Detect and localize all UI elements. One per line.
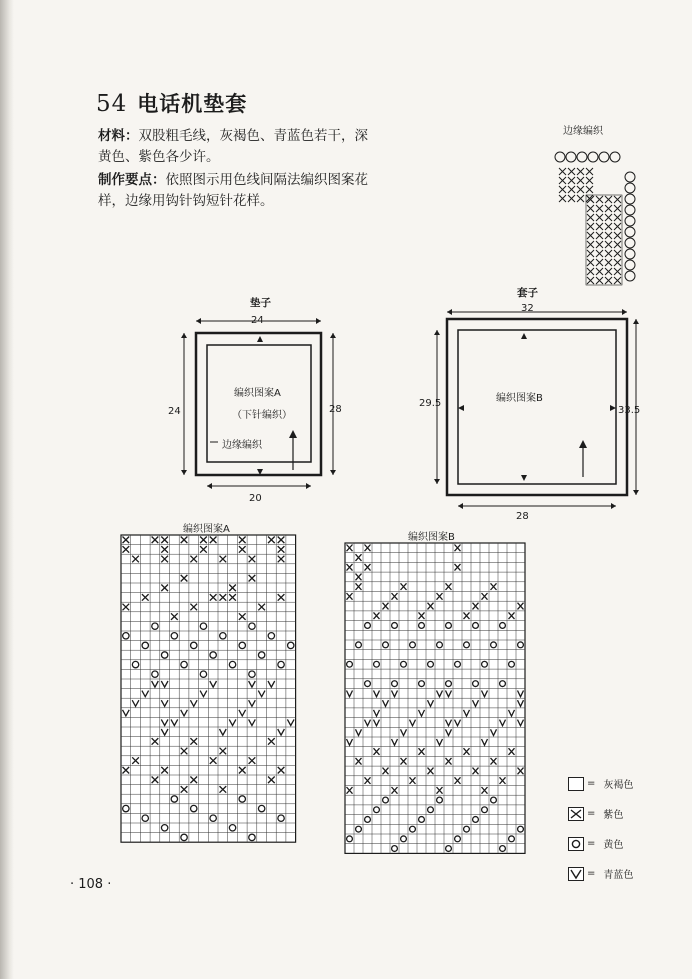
edge-stitch-x	[587, 223, 594, 230]
edge-stitch-x	[587, 277, 594, 284]
edge-chain-loop	[625, 249, 635, 259]
edge-sample-diagram	[555, 152, 635, 285]
edge-stitch-x	[605, 259, 612, 266]
chart-a-title: 编织图案A	[183, 524, 230, 535]
edge-stitch-x	[614, 241, 621, 248]
chart-b-grid	[345, 543, 525, 853]
mat-top-dimension: 24	[251, 315, 264, 326]
edge-stitch-x	[596, 268, 603, 275]
legend-x-glyph	[569, 808, 583, 820]
legend-equals: =	[587, 778, 596, 789]
mat-title: 垫子	[250, 297, 271, 309]
edge-chain-loop	[610, 152, 620, 162]
arrowhead	[434, 330, 440, 335]
legend-label: 黄色	[603, 840, 624, 851]
edge-stitch-x	[605, 232, 612, 239]
edge-stitch-x	[586, 177, 593, 184]
edge-arrow-right	[610, 405, 616, 411]
edge-chain-loop	[625, 194, 635, 204]
cover-top-dimension: 32	[521, 303, 534, 314]
legend-equals: =	[587, 808, 596, 819]
arrowhead	[330, 470, 336, 475]
arrowhead	[633, 319, 639, 324]
edge-stitch-x	[614, 214, 621, 221]
legend-label: 灰褐色	[603, 780, 634, 791]
edge-chain-loop	[599, 152, 609, 162]
edge-stitch-x	[587, 232, 594, 239]
edge-stitch-x	[559, 168, 566, 175]
edge-stitch-x	[605, 268, 612, 275]
mat-pattern-label: 编织图案A	[234, 388, 281, 399]
cover-outer-border	[447, 319, 627, 495]
legend-label: 紫色	[603, 810, 624, 821]
chart-a-grid	[121, 535, 296, 842]
arrowhead	[330, 333, 336, 338]
legend-equals: =	[587, 838, 596, 849]
glyph-v	[571, 870, 581, 878]
edge-stitch-x	[559, 177, 566, 184]
edge-arrow-top	[257, 336, 263, 342]
arrowhead	[447, 309, 452, 315]
edge-stitch-x	[568, 168, 575, 175]
arrowhead	[207, 483, 212, 489]
legend-equals: =	[587, 868, 596, 879]
edge-stitch-x	[605, 250, 612, 257]
page-number: · 108 ·	[70, 877, 112, 892]
legend-item-blue	[568, 866, 633, 881]
edge-chain-loop	[625, 238, 635, 248]
arrowhead	[306, 483, 311, 489]
edge-stitch-x	[587, 241, 594, 248]
method-label: 制作要点：	[98, 172, 166, 188]
chart-b-title: 编织图案B	[408, 532, 455, 543]
edge-stitch-x	[577, 195, 584, 202]
edge-chain-loop	[566, 152, 576, 162]
method-text: 依照图示用色线间隔法编织图案花样，边缘用钩针钩短针花样。	[98, 172, 368, 209]
arrowhead	[458, 503, 463, 509]
edge-stitch-x	[587, 214, 594, 221]
edge-stitch-x	[568, 186, 575, 193]
edge-stitch-x	[586, 186, 593, 193]
mat-bottom-dimension: 20	[249, 493, 262, 504]
cover-left-dimension: 29.5	[419, 398, 442, 409]
edge-swatch-grid	[586, 195, 622, 285]
edge-chain-loop	[625, 183, 635, 193]
mat-stitch-note: （下针编织）	[232, 410, 292, 421]
legend-item-yellow	[568, 836, 623, 851]
edge-stitch-x	[587, 250, 594, 257]
edge-stitch-x	[596, 241, 603, 248]
arrowhead	[611, 503, 616, 509]
edge-stitch-x	[605, 223, 612, 230]
arrowhead	[181, 470, 187, 475]
edge-arrow-top	[521, 333, 527, 339]
edge-stitch-x	[568, 177, 575, 184]
edge-stitch-x	[596, 277, 603, 284]
arrowhead	[316, 318, 321, 324]
edge-chain-loop	[625, 172, 635, 182]
materials-text: 双股粗毛线，灰褐色、青蓝色若干，深黄色、紫色各少许。	[98, 128, 368, 165]
mat-right-dimension: 28	[329, 404, 342, 415]
edge-stitch-x	[605, 205, 612, 212]
legend-label: 青蓝色	[603, 870, 634, 881]
project-title: 电话机垫套	[137, 92, 248, 116]
edge-stitch-x	[559, 195, 566, 202]
legend-item-grey-brown	[568, 776, 633, 791]
cover-inner-border	[458, 330, 616, 484]
edge-chain-loop	[625, 271, 635, 281]
edge-stitch-x	[614, 277, 621, 284]
edge-stitch-x	[587, 259, 594, 266]
cover-pattern-label: 编织图案B	[496, 393, 543, 404]
arrowhead	[181, 333, 187, 338]
edge-chain-loop	[588, 152, 598, 162]
mat-outer-border	[196, 333, 321, 475]
legend-o-glyph	[569, 838, 583, 850]
edge-stitch-x	[577, 186, 584, 193]
edge-stitch-x	[605, 241, 612, 248]
edge-chain-loop	[625, 260, 635, 270]
edge-stitch-x	[596, 250, 603, 257]
edge-stitch-x	[614, 268, 621, 275]
edge-chain-loop	[625, 205, 635, 215]
knit-direction-arrow	[289, 430, 297, 438]
cover-title: 套子	[517, 287, 538, 299]
legend-item-purple	[568, 806, 623, 821]
edge-stitch-x	[605, 196, 612, 203]
edge-stitch-x	[596, 205, 603, 212]
edge-stitch-x	[587, 268, 594, 275]
edge-stitch-x	[614, 232, 621, 239]
edge-stitch-x	[614, 205, 621, 212]
edge-stitch-x	[614, 250, 621, 257]
edge-stitch-x	[577, 168, 584, 175]
edge-stitch-x	[614, 223, 621, 230]
edge-stitch-x	[586, 168, 593, 175]
legend-v-symbol	[568, 867, 584, 881]
glyph-o	[572, 840, 579, 847]
mat-left-dimension: 24	[168, 406, 181, 417]
edge-sample-label: 边缘编织	[563, 126, 603, 137]
edge-stitch-x	[605, 277, 612, 284]
edge-arrow-bottom	[521, 475, 527, 481]
edge-chain-loop	[555, 152, 565, 162]
arrowhead	[622, 309, 627, 315]
edge-stitch-x	[614, 259, 621, 266]
legend-o-symbol	[568, 837, 584, 851]
cover-bottom-dimension: 28	[516, 511, 529, 522]
edge-arrow-left	[458, 405, 464, 411]
edge-stitch-x	[605, 214, 612, 221]
edge-stitch-x	[614, 196, 621, 203]
cover-right-dimension: 33.5	[618, 405, 641, 416]
arrowhead	[196, 318, 201, 324]
materials-label: 材料：	[98, 128, 139, 144]
glyph-x	[571, 810, 581, 818]
knit-direction-arrow	[579, 440, 587, 448]
legend-empty-symbol	[568, 777, 584, 791]
edge-chain-loop	[577, 152, 587, 162]
edge-stitch-x	[587, 205, 594, 212]
project-number: 54	[96, 91, 128, 117]
legend-v-glyph	[569, 868, 583, 880]
edge-stitch-x	[577, 177, 584, 184]
edge-chain-loop	[625, 227, 635, 237]
edge-stitch-x	[596, 196, 603, 203]
edge-stitch-x	[596, 214, 603, 221]
legend-x-symbol	[568, 807, 584, 821]
arrowhead	[434, 479, 440, 484]
edge-chain-loop	[625, 216, 635, 226]
edge-stitch-x	[596, 223, 603, 230]
arrowhead	[633, 490, 639, 495]
mat-edge-label: 边缘编织	[222, 440, 262, 451]
edge-stitch-x	[568, 195, 575, 202]
edge-stitch-x	[596, 259, 603, 266]
edge-stitch-x	[559, 186, 566, 193]
edge-stitch-x	[596, 232, 603, 239]
